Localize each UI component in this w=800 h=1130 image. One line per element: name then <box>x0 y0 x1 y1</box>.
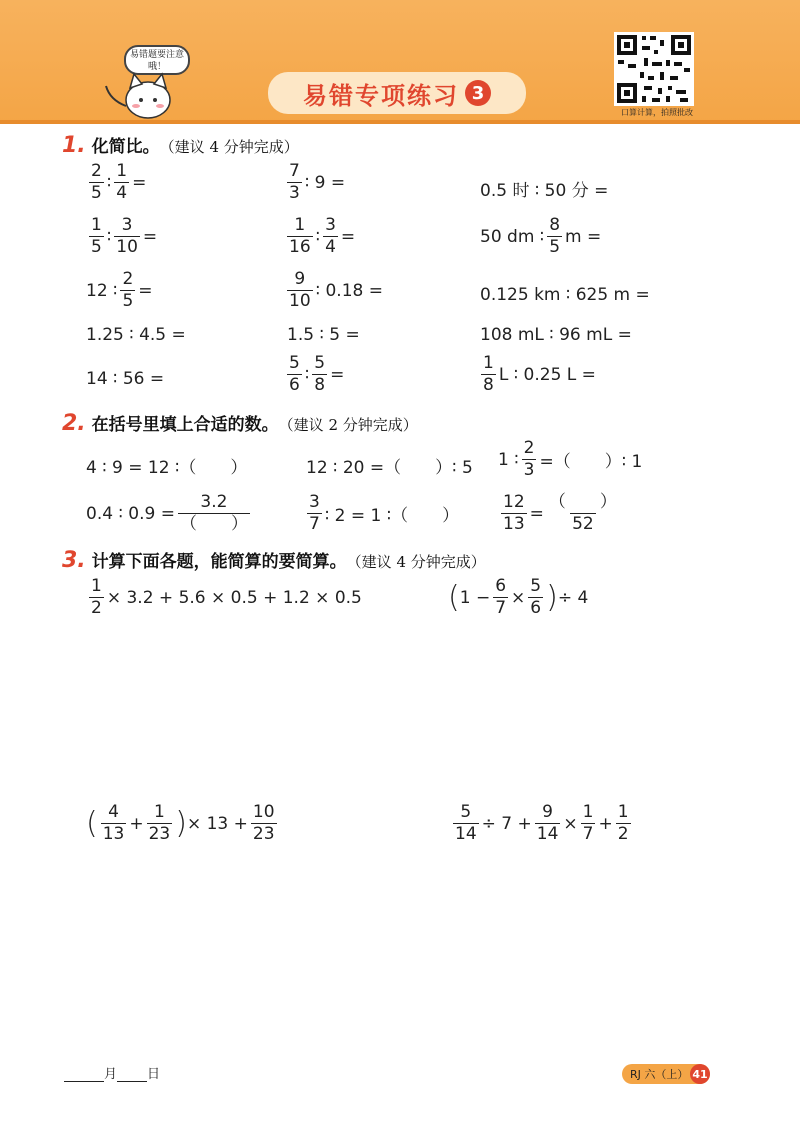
expression-text: =（ ）∶ 1 <box>539 452 643 472</box>
expression-text: 108 mL ∶ 96 mL = <box>480 325 632 345</box>
right-paren: ) <box>175 805 187 841</box>
denominator: 10 <box>116 237 138 257</box>
fraction <box>114 163 129 202</box>
problem-2-6 <box>498 494 622 533</box>
denominator: 10 <box>289 291 311 311</box>
numerator: 1 <box>154 802 165 822</box>
right-paren: ) <box>546 579 558 615</box>
section-number: 3. <box>62 548 86 573</box>
ratio-sign: ∶ <box>106 172 112 193</box>
denominator: 7 <box>309 514 320 534</box>
fraction <box>581 804 596 843</box>
expression-text: L ∶ 0.25 L = <box>498 364 596 385</box>
section-number: 1. <box>62 133 86 158</box>
title-text: 易错专项练习 <box>303 81 459 110</box>
fraction <box>287 217 313 256</box>
expression-text: 0.4 ∶ 0.9 = <box>86 503 175 524</box>
numerator: 5 <box>530 576 542 596</box>
denominator: 2 <box>617 824 629 844</box>
problem-1-11 <box>287 325 360 345</box>
numerator: 9 <box>542 802 553 822</box>
operator: ÷ 7 + <box>481 813 532 834</box>
fraction <box>307 494 322 533</box>
expression-text: 1.5 ∶ 5 = <box>287 325 360 345</box>
problem-1-1 <box>86 163 146 202</box>
date-field[interactable] <box>64 1063 160 1082</box>
expression-text: 50 dm ∶ <box>480 226 545 247</box>
grade-label: RJ 六（上） <box>630 1068 689 1081</box>
expression-text: × 3.2 + 5.6 × 0.5 + 1.2 × 0.5 <box>106 587 362 608</box>
operator: × <box>563 813 578 834</box>
section-note: （建议 4 分钟完成） <box>346 553 486 571</box>
grade-tag <box>622 1064 710 1084</box>
numerator: 8 <box>549 215 561 235</box>
header-divider <box>0 120 800 124</box>
operator: + <box>598 813 613 834</box>
fraction <box>120 271 135 310</box>
page-title <box>268 72 526 114</box>
fraction <box>453 804 479 843</box>
problem-3-3 <box>86 804 280 843</box>
numerator: 3 <box>309 492 320 512</box>
denominator: 52 <box>572 514 594 534</box>
section-2-heading <box>62 410 418 436</box>
month-blank[interactable] <box>64 1069 104 1082</box>
expression-text: 0.5 时 ∶ 50 分 = <box>480 181 609 201</box>
equals-sign: = <box>142 226 158 247</box>
problem-3-4 <box>450 804 634 843</box>
denominator: 23 <box>252 824 275 844</box>
expression-text: 1 − <box>459 587 491 608</box>
operator: × <box>511 587 526 608</box>
fraction <box>547 494 619 533</box>
denominator: 13 <box>102 824 125 844</box>
expression-text: 12 ∶ <box>86 280 118 301</box>
ratio-sign: ∶ <box>315 226 321 247</box>
denominator-blank[interactable]: （ ） <box>179 514 248 534</box>
problem-2-1 <box>86 453 247 478</box>
fraction <box>251 804 277 843</box>
fraction <box>114 217 140 256</box>
fraction <box>547 217 562 256</box>
problem-1-8 <box>284 271 383 310</box>
section-title: 在括号里填上合适的数。 <box>91 415 279 435</box>
fraction <box>101 804 127 843</box>
problem-1-7 <box>86 271 153 310</box>
denominator: 3 <box>523 460 535 480</box>
expression-text: ∶ 0.18 = <box>315 280 383 301</box>
numerator: 5 <box>314 353 326 373</box>
expression-text: 1.25 ∶ 4.5 = <box>86 325 186 345</box>
fraction <box>287 271 313 310</box>
denominator: 6 <box>530 598 542 618</box>
fraction <box>89 163 104 202</box>
fraction <box>287 163 302 202</box>
fraction <box>89 217 104 256</box>
left-paren: ( <box>448 579 460 615</box>
problem-2-2 <box>306 453 473 478</box>
expression-text: 4 ∶ 9 = 12 ∶（ ） <box>86 458 248 478</box>
numerator: 3 <box>325 215 336 235</box>
section-note: （建议 4 分钟完成） <box>159 138 299 156</box>
day-label: 日 <box>147 1067 161 1082</box>
denominator: 14 <box>455 824 477 844</box>
expression-text: ∶ 2 = 1 ∶（ ） <box>324 506 460 526</box>
problem-2-3 <box>498 440 642 479</box>
page-number: 41 <box>690 1064 710 1084</box>
speech-bubble: 易错题要注意哦！ <box>124 45 190 75</box>
section-1-heading <box>62 132 299 158</box>
problem-1-3 <box>480 176 608 201</box>
ratio-sign: ∶ <box>106 226 112 247</box>
fraction <box>522 440 537 479</box>
denominator: 4 <box>116 183 128 203</box>
denominator: 13 <box>503 514 525 534</box>
numerator: 1 <box>91 215 102 235</box>
problem-1-13 <box>86 369 164 389</box>
problem-3-1 <box>86 578 362 617</box>
title-number: 3 <box>465 80 491 106</box>
problem-1-12 <box>480 325 632 345</box>
denominator: 5 <box>91 237 102 257</box>
denominator: 16 <box>289 237 311 257</box>
cat-mascot-icon <box>100 70 180 120</box>
equals-sign: = <box>138 280 153 301</box>
operator: + <box>129 813 144 834</box>
numerator: 9 <box>294 269 306 289</box>
numerator: 1 <box>294 215 306 235</box>
denominator: 6 <box>289 375 300 395</box>
expression-text: ∶ 9 = <box>304 172 346 193</box>
expression-text: 0.125 km ∶ 625 m = <box>480 285 650 305</box>
numerator: 2 <box>91 161 102 181</box>
day-blank[interactable] <box>117 1069 147 1082</box>
numerator: 4 <box>108 802 119 822</box>
problem-2-4 <box>86 494 253 533</box>
denominator: 8 <box>314 375 326 395</box>
numerator: 2 <box>122 269 134 289</box>
fraction <box>89 578 104 617</box>
denominator: 2 <box>91 598 102 618</box>
numerator: 1 <box>483 353 494 373</box>
numerator: 1 <box>582 802 594 822</box>
left-paren: ( <box>86 805 98 841</box>
qr-caption: 口算计算，拍照批改 <box>621 108 693 117</box>
numerator: 7 <box>289 161 300 181</box>
expression-text: m = <box>565 226 602 247</box>
problem-3-2 <box>448 578 588 617</box>
section-title: 化简比。 <box>91 137 160 157</box>
numerator: 5 <box>460 802 472 822</box>
denominator: 8 <box>483 375 494 395</box>
problem-1-6 <box>480 217 601 256</box>
numerator-blank[interactable]: （ ） <box>548 492 617 512</box>
numerator: 1 <box>91 576 102 596</box>
expression-text: 14 ∶ 56 = <box>86 369 165 389</box>
problem-1-9 <box>480 285 650 305</box>
problem-1-4 <box>86 217 157 256</box>
problem-1-10 <box>86 325 186 345</box>
problem-2-5 <box>304 494 459 533</box>
fraction <box>501 494 527 533</box>
denominator: 7 <box>582 824 594 844</box>
fraction <box>312 355 327 394</box>
fraction <box>493 578 508 617</box>
month-label: 月 <box>104 1067 118 1082</box>
fraction <box>535 804 561 843</box>
denominator: 3 <box>289 183 300 203</box>
fraction <box>287 355 302 394</box>
denominator: 23 <box>148 824 171 844</box>
numerator: 6 <box>495 576 507 596</box>
fraction <box>528 578 543 617</box>
expression-text: × 13 + <box>186 813 248 834</box>
numerator: 5 <box>289 353 300 373</box>
fraction <box>178 494 250 533</box>
numerator: 3 <box>121 215 133 235</box>
numerator: 2 <box>523 438 535 458</box>
section-title: 计算下面各题，能简算的要简算。 <box>91 552 347 572</box>
ratio-sign: ∶ <box>304 364 310 385</box>
expression-text: 1 ∶ <box>498 449 519 470</box>
problem-1-14 <box>284 355 344 394</box>
expression-text: ÷ 4 <box>557 587 589 608</box>
numerator: 3.2 <box>200 492 228 512</box>
numerator: 12 <box>503 492 525 512</box>
fraction <box>323 217 338 256</box>
numerator: 1 <box>617 802 629 822</box>
denominator: 14 <box>536 824 559 844</box>
numerator: 1 <box>116 161 128 181</box>
expression-text: 12 ∶ 20 =（ ）∶ 5 <box>306 458 473 478</box>
denominator: 5 <box>91 183 102 203</box>
qr-code-icon[interactable] <box>614 32 694 106</box>
equals-sign: = <box>340 226 356 247</box>
denominator: 4 <box>325 237 336 257</box>
section-number: 2. <box>62 411 86 436</box>
denominator: 7 <box>495 598 507 618</box>
denominator: 5 <box>549 237 561 257</box>
problem-1-2 <box>284 163 345 202</box>
section-3-heading <box>62 547 486 573</box>
fraction <box>481 355 496 394</box>
fraction <box>147 804 173 843</box>
denominator: 5 <box>122 291 134 311</box>
section-note: （建议 2 分钟完成） <box>278 416 418 434</box>
problem-1-5 <box>284 217 355 256</box>
fraction <box>616 804 631 843</box>
numerator: 10 <box>252 802 275 822</box>
equals-sign: = <box>330 364 345 385</box>
equals-sign: = <box>529 503 544 524</box>
problem-1-15 <box>478 355 596 394</box>
equals-sign: = <box>132 172 147 193</box>
